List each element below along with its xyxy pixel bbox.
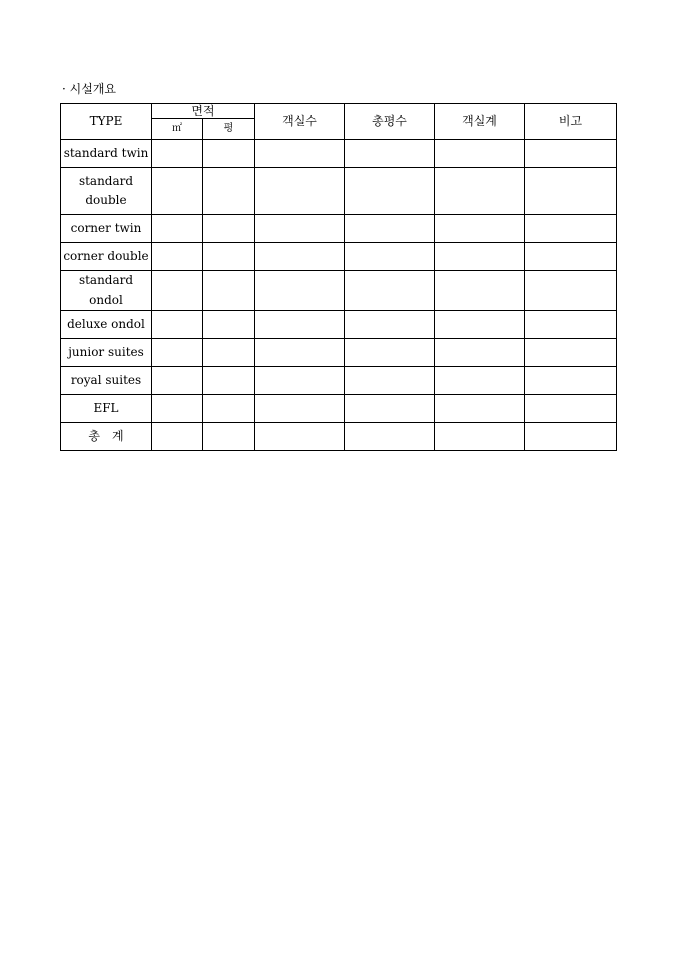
table-cell xyxy=(435,243,525,271)
row-type-label: standard ondol xyxy=(61,271,152,310)
row-type-label: corner twin xyxy=(61,215,152,243)
header-row xyxy=(61,104,617,119)
table-cell xyxy=(203,338,255,366)
header-area-pyeong: 평 xyxy=(203,119,255,140)
table-row xyxy=(61,271,617,310)
table-row xyxy=(61,140,617,168)
table-cell xyxy=(525,243,617,271)
table-cell xyxy=(525,271,617,310)
header-rooms: 객실수 xyxy=(255,104,345,140)
table-cell xyxy=(255,310,345,338)
table-row xyxy=(61,168,617,215)
table-cell xyxy=(525,215,617,243)
table-cell xyxy=(255,168,345,215)
header-area: 면적 xyxy=(152,104,255,119)
table-cell xyxy=(203,310,255,338)
table-cell xyxy=(255,243,345,271)
header-remarks: 비고 xyxy=(525,104,617,140)
row-type-label: EFL xyxy=(61,394,152,422)
header-total-pyeong: 총평수 xyxy=(345,104,435,140)
table-cell xyxy=(525,168,617,215)
header-area-m2: ㎡ xyxy=(152,119,203,140)
header-room-total: 객실계 xyxy=(435,104,525,140)
table-row xyxy=(61,394,617,422)
table-row xyxy=(61,366,617,394)
table-cell xyxy=(525,310,617,338)
table-cell xyxy=(345,243,435,271)
table-cell xyxy=(255,366,345,394)
table-cell xyxy=(152,168,203,215)
table-cell xyxy=(345,422,435,450)
table-row xyxy=(61,215,617,243)
section-heading: · 시설개요 xyxy=(62,82,116,96)
table-cell xyxy=(435,338,525,366)
row-type-label: royal suites xyxy=(61,366,152,394)
table-cell xyxy=(345,394,435,422)
table-cell xyxy=(152,215,203,243)
table-cell xyxy=(152,310,203,338)
table-cell xyxy=(435,215,525,243)
header-type: TYPE xyxy=(61,104,152,140)
table-cell xyxy=(255,338,345,366)
table-cell xyxy=(435,310,525,338)
table-cell xyxy=(435,140,525,168)
table-cell xyxy=(435,366,525,394)
table-cell xyxy=(255,271,345,310)
table-cell xyxy=(345,215,435,243)
table-cell xyxy=(152,271,203,310)
table-cell xyxy=(345,168,435,215)
table-cell xyxy=(525,366,617,394)
table-cell xyxy=(525,140,617,168)
table-cell xyxy=(525,394,617,422)
table-cell xyxy=(203,168,255,215)
table-cell xyxy=(203,215,255,243)
table-cell xyxy=(525,422,617,450)
table-cell xyxy=(345,366,435,394)
table-cell xyxy=(152,394,203,422)
table-cell xyxy=(203,271,255,310)
table-cell xyxy=(255,422,345,450)
table-cell xyxy=(345,271,435,310)
table-cell xyxy=(435,271,525,310)
table-cell xyxy=(525,338,617,366)
table-cell xyxy=(203,422,255,450)
table-cell xyxy=(152,422,203,450)
row-type-label: standard double xyxy=(61,168,152,215)
table-cell xyxy=(435,422,525,450)
row-type-label: corner double xyxy=(61,243,152,271)
row-type-label: standard twin xyxy=(61,140,152,168)
table-row xyxy=(61,338,617,366)
table-row xyxy=(61,243,617,271)
table-cell xyxy=(255,140,345,168)
table-cell xyxy=(152,338,203,366)
table-cell xyxy=(255,215,345,243)
table-cell xyxy=(345,310,435,338)
table-row xyxy=(61,310,617,338)
table-cell xyxy=(152,140,203,168)
table-cell xyxy=(203,140,255,168)
table-cell xyxy=(435,168,525,215)
table-cell xyxy=(152,366,203,394)
row-type-label: junior suites xyxy=(61,338,152,366)
table-cell xyxy=(345,338,435,366)
table-cell xyxy=(203,366,255,394)
total-row xyxy=(61,422,617,450)
table-cell xyxy=(203,394,255,422)
row-type-label: 총 계 xyxy=(61,422,152,450)
table-cell xyxy=(435,394,525,422)
facility-table xyxy=(60,103,617,451)
row-type-label: deluxe ondol xyxy=(61,310,152,338)
table-cell xyxy=(255,394,345,422)
table-cell xyxy=(152,243,203,271)
table-cell xyxy=(345,140,435,168)
table-cell xyxy=(203,243,255,271)
